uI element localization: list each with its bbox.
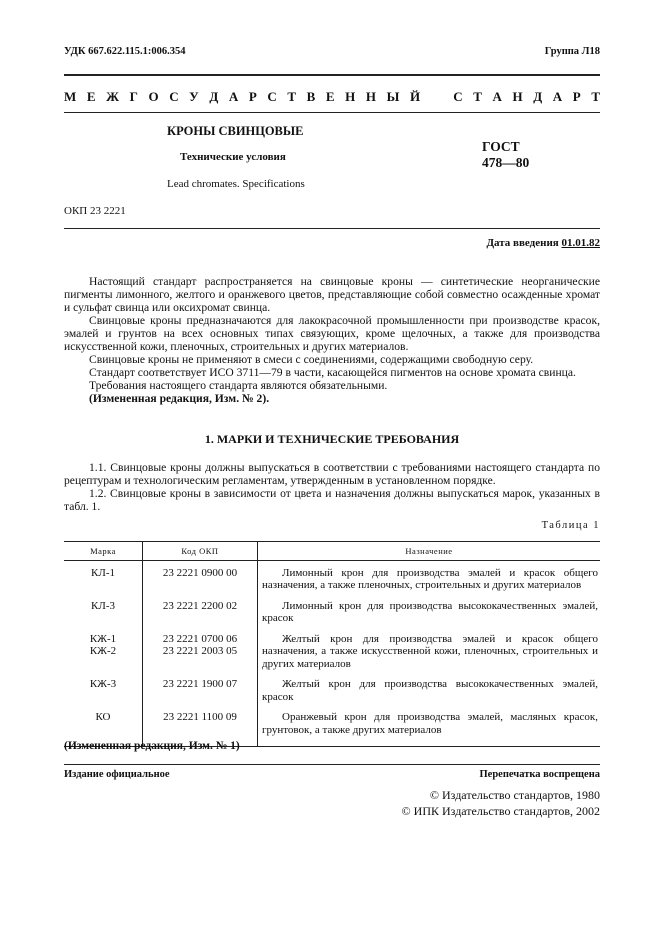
banner-letter: Ы <box>386 89 400 104</box>
clause-1-2: 1.2. Свинцовые кроны в зависимости от цвета и назначения должны выпускаться марок, указанных в табл. 1. <box>64 487 600 513</box>
banner-letter: Й <box>409 89 421 104</box>
mark-cell: КО <box>64 711 143 747</box>
purpose-text: Желтый крон для производства эмалей и красок общего назначения, а также искусственной кожи, пленочных, строительных и других материалов <box>262 632 598 670</box>
mark-cell: КЖ-1 КЖ-2 <box>89 632 117 657</box>
table-row <box>64 560 600 600</box>
clause-1-1: 1.1. Свинцовые кроны должны выпускаться в соответствии с требованиями настоящего стандарта по рецептурам и технологическим регламентам, утвержденным в установленном порядке. <box>64 461 600 487</box>
marks-table <box>64 541 600 747</box>
table-row <box>64 678 600 711</box>
change-note: (Измененная редакция, Изм. № 2). <box>89 392 270 405</box>
purpose-text: Желтый крон для производства высококачественных эмалей, красок <box>262 678 598 703</box>
banner-letter: Т <box>287 89 297 104</box>
gost-number: 478—80 <box>482 155 530 170</box>
banner-letter: С <box>169 89 179 104</box>
banner-letter: Р <box>572 89 581 104</box>
udk-code: УДК 667.622.115.1:006.354 <box>64 46 186 57</box>
banner-letter: Т <box>473 89 482 104</box>
banner-letter: С <box>453 89 463 104</box>
footer-rule <box>64 764 600 765</box>
standard-subtitle: Технические условия <box>180 151 286 163</box>
copyright-2002: © ИПК Издательство стандартов, 2002 <box>401 804 600 818</box>
column-header-purpose: Назначение <box>258 542 601 561</box>
group-code: Группа Л18 <box>544 46 600 57</box>
intro-text <box>64 275 600 405</box>
table-body <box>64 560 600 747</box>
banner-letter: Г <box>129 89 138 104</box>
purpose-text: Лимонный крон для производства эмалей и красок общего назначения, а также пленочных, строительных и других материалов <box>262 566 598 591</box>
purpose-cell <box>258 711 601 747</box>
standard-title: КРОНЫ СВИНЦОВЫЕ <box>167 124 304 138</box>
okp-code-cell: 23 2221 1100 09 <box>143 711 258 747</box>
banner-letter: А <box>228 89 239 104</box>
standard-banner <box>64 89 600 105</box>
okp-code-cell: 23 2221 2200 02 <box>143 600 258 633</box>
banner-letter: А <box>552 89 563 104</box>
purpose-cell <box>258 678 601 711</box>
intro-paragraph: Свинцовые кроны не применяют в смеси с соединениями, содержащими свободную серу. <box>89 353 534 366</box>
banner-letter: Т <box>591 89 600 104</box>
banner-word-gap <box>431 89 443 105</box>
purpose-text: Оранжевый крон для производства эмалей, масляных красок, грунтовок, а также других материалов <box>262 711 598 736</box>
section-heading: 1. МАРКИ И ТЕХНИЧЕСКИЕ ТРЕБОВАНИЯ <box>204 432 460 446</box>
banner-letter: С <box>267 89 277 104</box>
banner-letter: Н <box>512 89 523 104</box>
purpose-cell <box>258 600 601 633</box>
purpose-text: Лимонный крон для производства высококачественных эмалей, красок <box>262 599 598 624</box>
banner-rule <box>64 112 600 113</box>
banner-letter: Ж <box>106 89 119 104</box>
intro-paragraph: Свинцовые кроны предназначаются для лакокрасочной промышленности при производстве красок, эмалей и грунтов на всех основных типах связующих, кроме щелочных, а также для производства искусственной кожи, пленочных, строительных и других материалов. <box>64 314 600 353</box>
title-rule <box>64 228 600 229</box>
intro-paragraph: Стандарт соответствует ИСО 3711—79 в части, касающейся пигментов на основе хромата свинца. <box>89 366 576 379</box>
okp-code-cell: 23 2221 0900 00 <box>143 560 258 600</box>
banner-letter: Е <box>325 89 335 104</box>
banner-letter: Д <box>209 89 219 104</box>
effective-date-value: 01.01.82 <box>561 237 600 249</box>
english-title: Lead chromates. Specifications <box>167 178 305 190</box>
effective-date-label: Дата введения <box>486 237 559 249</box>
top-rule <box>64 74 600 76</box>
effective-date <box>486 237 600 249</box>
purpose-cell <box>258 560 601 600</box>
gost-label: ГОСТ <box>482 139 520 154</box>
intro-paragraph: Требования настоящего стандарта являются обязательными. <box>89 379 388 392</box>
copyright-1980: © Издательство стандартов, 1980 <box>429 788 600 802</box>
column-header-code: Код ОКП <box>143 542 258 561</box>
banner-letter: Н <box>345 89 356 104</box>
okp-code-cell: 23 2221 0700 06 23 2221 2003 05 <box>143 633 258 679</box>
okp-code-cell: 23 2221 1900 07 <box>143 678 258 711</box>
mark-cell: КЛ-1 <box>91 566 115 579</box>
banner-letter: М <box>64 89 77 104</box>
column-header-mark: Марка <box>64 542 143 561</box>
section-text <box>64 461 600 513</box>
table-row <box>64 600 600 633</box>
mark-cell: КЛ-3 <box>91 599 115 612</box>
banner-letter: Н <box>365 89 377 104</box>
official-edition: Издание официальное <box>64 769 170 780</box>
change-note: (Измененная редакция, Изм. № 1) <box>64 740 240 752</box>
okp-code: ОКП 23 2221 <box>64 205 126 217</box>
table-row <box>64 633 600 679</box>
banner-letter: У <box>189 89 199 104</box>
banner-letter: О <box>148 89 159 104</box>
mark-cell: КЖ-3 <box>89 678 117 690</box>
banner-letter: Р <box>248 89 257 104</box>
intro-paragraph: Настоящий стандарт распространяется на свинцовые кроны — синтетические неорганические пигменты лимонного, желтого и оранжевого цветов, представляющие собой совместно осажденные хромат и сульфат свинца или оксихромат свинца. <box>64 275 600 314</box>
banner-letter: Е <box>86 89 96 104</box>
purpose-cell <box>258 633 601 679</box>
table-caption: Таблица 1 <box>541 520 600 531</box>
banner-letter: В <box>306 89 316 104</box>
reprint-notice: Перепечатка воспрещена <box>479 769 600 780</box>
banner-letter: Д <box>533 89 543 104</box>
banner-letter: А <box>492 89 502 104</box>
table-header-row <box>64 542 600 561</box>
